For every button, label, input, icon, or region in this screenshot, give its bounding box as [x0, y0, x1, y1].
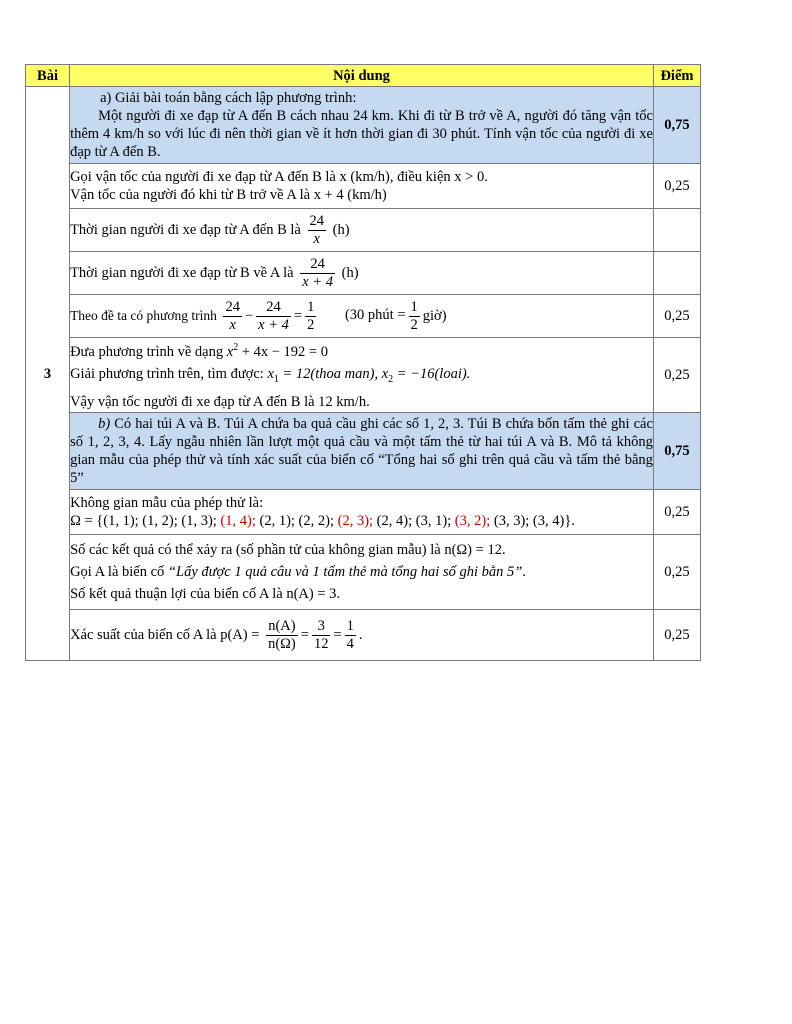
sample-outcome: (2, 3); [337, 513, 377, 529]
answer-table [25, 64, 701, 661]
header-row [26, 65, 701, 87]
row-b3-frac-2 [312, 618, 331, 653]
sample-outcome: (2, 1); [259, 513, 299, 529]
row-b2-line-1-math: n(Ω) = 12 [444, 542, 502, 558]
row-b2-line-1-text: Số các kết quả có thể xảy ra (số phần tử của không gian mẫu) là [70, 542, 441, 558]
row-b1-close: }. [564, 513, 575, 529]
row-3-score [653, 252, 700, 295]
row-b3-frac-2-den: 12 [313, 635, 329, 652]
row-b2-line-2-dot: . [522, 564, 526, 580]
row-4-frac-1-den: x [223, 316, 242, 334]
row-3-unit: (h) [341, 264, 359, 281]
row-b1-items [103, 513, 564, 529]
row-5-line-2 [70, 365, 653, 389]
row-3-den: x + 4 [302, 273, 333, 290]
row-b2-line-2-event: “Lấy được 1 quả câu và 1 tấm thẻ mà tổng hai số ghi bằn 5” [167, 564, 523, 580]
row-5-x2: x [381, 365, 389, 382]
row-5-line-3: Vậy vận tốc người đi xe đạp từ A đến B là 12 km/h. [70, 393, 370, 410]
row-4-frac-4-den: 2 [410, 316, 418, 333]
row-b1-score: 0,25 [653, 490, 700, 535]
row-4-frac-3-den: 2 [307, 316, 315, 333]
row-1-line-1: Gọi vận tốc của người đi xe đạp từ A đến B là x (km/h), điều kiện x > 0. [70, 169, 488, 185]
part-a-problem: Một người đi xe đạp từ A đến B cách nhau 24 km. Khi đi từ B trở về A, người đó tăng vận tốc thêm 4 km/h so với lúc đi nên thời gian về ít hơn thời gian đi 30 phút. Tính vận tốc của người đi xe đạp từ A đến B. [70, 108, 653, 160]
row-1-line-2: Vận tốc của người đó khi từ B trở về A là x + 4 (km/h) [70, 187, 387, 203]
row-b3-score: 0,25 [653, 610, 700, 661]
row-4 [26, 295, 701, 338]
row-4-score: 0,25 [653, 295, 700, 338]
row-5-x1: x [267, 365, 274, 382]
row-2-fraction [308, 213, 327, 248]
sample-outcome: (1, 4); [220, 513, 260, 529]
row-5-x2-val: = −16(loai). [396, 365, 471, 382]
sample-outcome: (1, 2); [142, 513, 182, 529]
row-5-content [70, 338, 654, 413]
row-5-math-x: x [226, 343, 234, 360]
row-b1-content [70, 490, 654, 535]
part-b-problem-cell [70, 413, 654, 490]
row-3-text: Thời gian người đi xe đạp từ B về A là [70, 264, 294, 281]
row-5-line-1-text: Đưa phương trình về dạng [70, 343, 224, 360]
row-1-score: 0,25 [653, 164, 700, 209]
part-b-problem [70, 415, 653, 487]
row-b3-frac-1-den: n(Ω) [268, 635, 296, 652]
row-4-frac-2-den: x + 4 [258, 316, 289, 333]
row-2-content [70, 209, 654, 252]
part-b-label: b) [98, 416, 111, 432]
row-1 [26, 164, 701, 209]
sample-outcome: (1, 3); [181, 513, 221, 529]
part-a-row [26, 87, 701, 164]
row-5-x1-val: = 12(thoa man), [282, 365, 379, 382]
row-3-num: 24 [310, 255, 325, 272]
row-4-frac-1 [223, 299, 242, 334]
row-2-score [653, 209, 700, 252]
row-b3-text: Xác suất của biến cố A là [70, 626, 217, 643]
row-b3-frac-3-den: 4 [346, 635, 354, 652]
row-5-line-2-text: Giải phương trình trên, tìm được: [70, 365, 264, 382]
row-b3-dot: . [358, 626, 363, 643]
row-4-equals: = [293, 307, 303, 324]
row-4-text: Theo đề ta có phương trình [70, 307, 217, 323]
row-b1-omega: Ω = { [70, 513, 104, 529]
part-b-row [26, 413, 701, 490]
row-5-math-rest: + 4x − 192 = 0 [241, 343, 328, 360]
row-4-frac-4 [409, 299, 420, 334]
header-diem: Điểm [653, 65, 700, 87]
row-b3-frac-1-num: n(A) [268, 617, 296, 634]
row-2-den: x [308, 230, 327, 248]
part-b-text: Có hai túi A và B. Túi A chứa ba quả cầu ghi các số 1, 2, 3. Túi B chứa bốn tấm thẻ ghi các số 1, 2, 3, 4. Lấy ngẫu nhiên lần lượt một quả cầu và một tấm thẻ từ hai túi A và B. Mô tả không gian mẫu của phép thử và tính xác suất của biến cố “Tổng hai số ghi trên quả cầu và tấm thẻ bằng 5” [70, 416, 653, 486]
row-3-fraction [300, 256, 335, 291]
row-b3-eq-1: = [300, 626, 309, 643]
row-b3-frac-3 [345, 618, 356, 653]
part-a-score: 0,75 [653, 87, 700, 164]
part-a-title: a) Giải bài toán bằng cách lập phương trình: [100, 90, 357, 106]
row-b2-line-3-text: Số kết quả thuận lợi của biến cố A là [70, 586, 283, 602]
row-4-frac-4-num: 1 [410, 298, 418, 315]
row-b1-line-1: Không gian mẫu của phép thử là: [70, 495, 264, 511]
row-4-frac-3-num: 1 [307, 298, 315, 315]
row-b2-line-3-math: n(A) = 3 [286, 586, 337, 602]
row-b2-line-1 [70, 541, 653, 559]
row-4-minus: − [244, 307, 254, 324]
sample-outcome: (1, 1); [103, 513, 143, 529]
row-5-score: 0,25 [653, 338, 700, 413]
row-b3-eq-2: = [333, 626, 342, 643]
row-b3-frac-1 [266, 618, 298, 653]
row-b3 [26, 610, 701, 661]
row-b3-frac-2-num: 3 [317, 617, 325, 634]
row-b2-line-1-dot: . [501, 542, 506, 558]
row-1-content [70, 164, 654, 209]
row-4-frac-1-num: 24 [225, 298, 240, 315]
row-2-num: 24 [309, 212, 324, 229]
row-4-paren-pre: (30 phút = [344, 307, 406, 324]
row-b2-line-2 [70, 563, 653, 581]
sample-outcome: (3, 3); [493, 513, 533, 529]
row-5-x2-sub: 2 [388, 373, 394, 385]
row-b2-line-2-text: Gọi A là biến cố [70, 564, 165, 580]
row-b2-line-3-dot: . [336, 586, 341, 602]
row-b2-content [70, 535, 654, 610]
sample-outcome: (2, 4); [376, 513, 416, 529]
row-4-content [70, 295, 654, 338]
row-b2-line-3 [70, 585, 653, 603]
row-4-frac-3 [305, 299, 316, 334]
row-5-x1-sub: 1 [273, 373, 279, 385]
sample-outcome: (3, 2); [454, 513, 494, 529]
row-b3-lhs: p(A) = [220, 626, 260, 643]
row-b2-score: 0,25 [653, 535, 700, 610]
row-5-math-sup: 2 [233, 342, 239, 354]
row-b3-content [70, 610, 654, 661]
part-a-problem-cell [70, 87, 654, 164]
sample-outcome: (3, 1); [415, 513, 455, 529]
row-4-frac-2 [256, 299, 291, 334]
row-b2 [26, 535, 701, 610]
row-b1 [26, 490, 701, 535]
row-4-paren-post: giờ) [422, 307, 447, 324]
row-b1-sample-space [70, 512, 653, 530]
sample-outcome: (2, 2); [298, 513, 338, 529]
row-2 [26, 209, 701, 252]
bai-number: 3 [26, 87, 70, 661]
header-noidung: Nội dung [70, 65, 654, 87]
row-2-text: Thời gian người đi xe đạp từ A đến B là [70, 221, 301, 238]
row-b3-frac-3-num: 1 [346, 617, 354, 634]
sample-outcome: (3, 4) [532, 513, 565, 529]
row-5 [26, 338, 701, 413]
row-5-line-1 [70, 339, 653, 361]
part-b-score: 0,75 [653, 413, 700, 490]
row-4-frac-2-num: 24 [266, 298, 281, 315]
header-bai: Bài [26, 65, 70, 87]
row-2-unit: (h) [332, 221, 350, 238]
row-3-content [70, 252, 654, 295]
row-3 [26, 252, 701, 295]
